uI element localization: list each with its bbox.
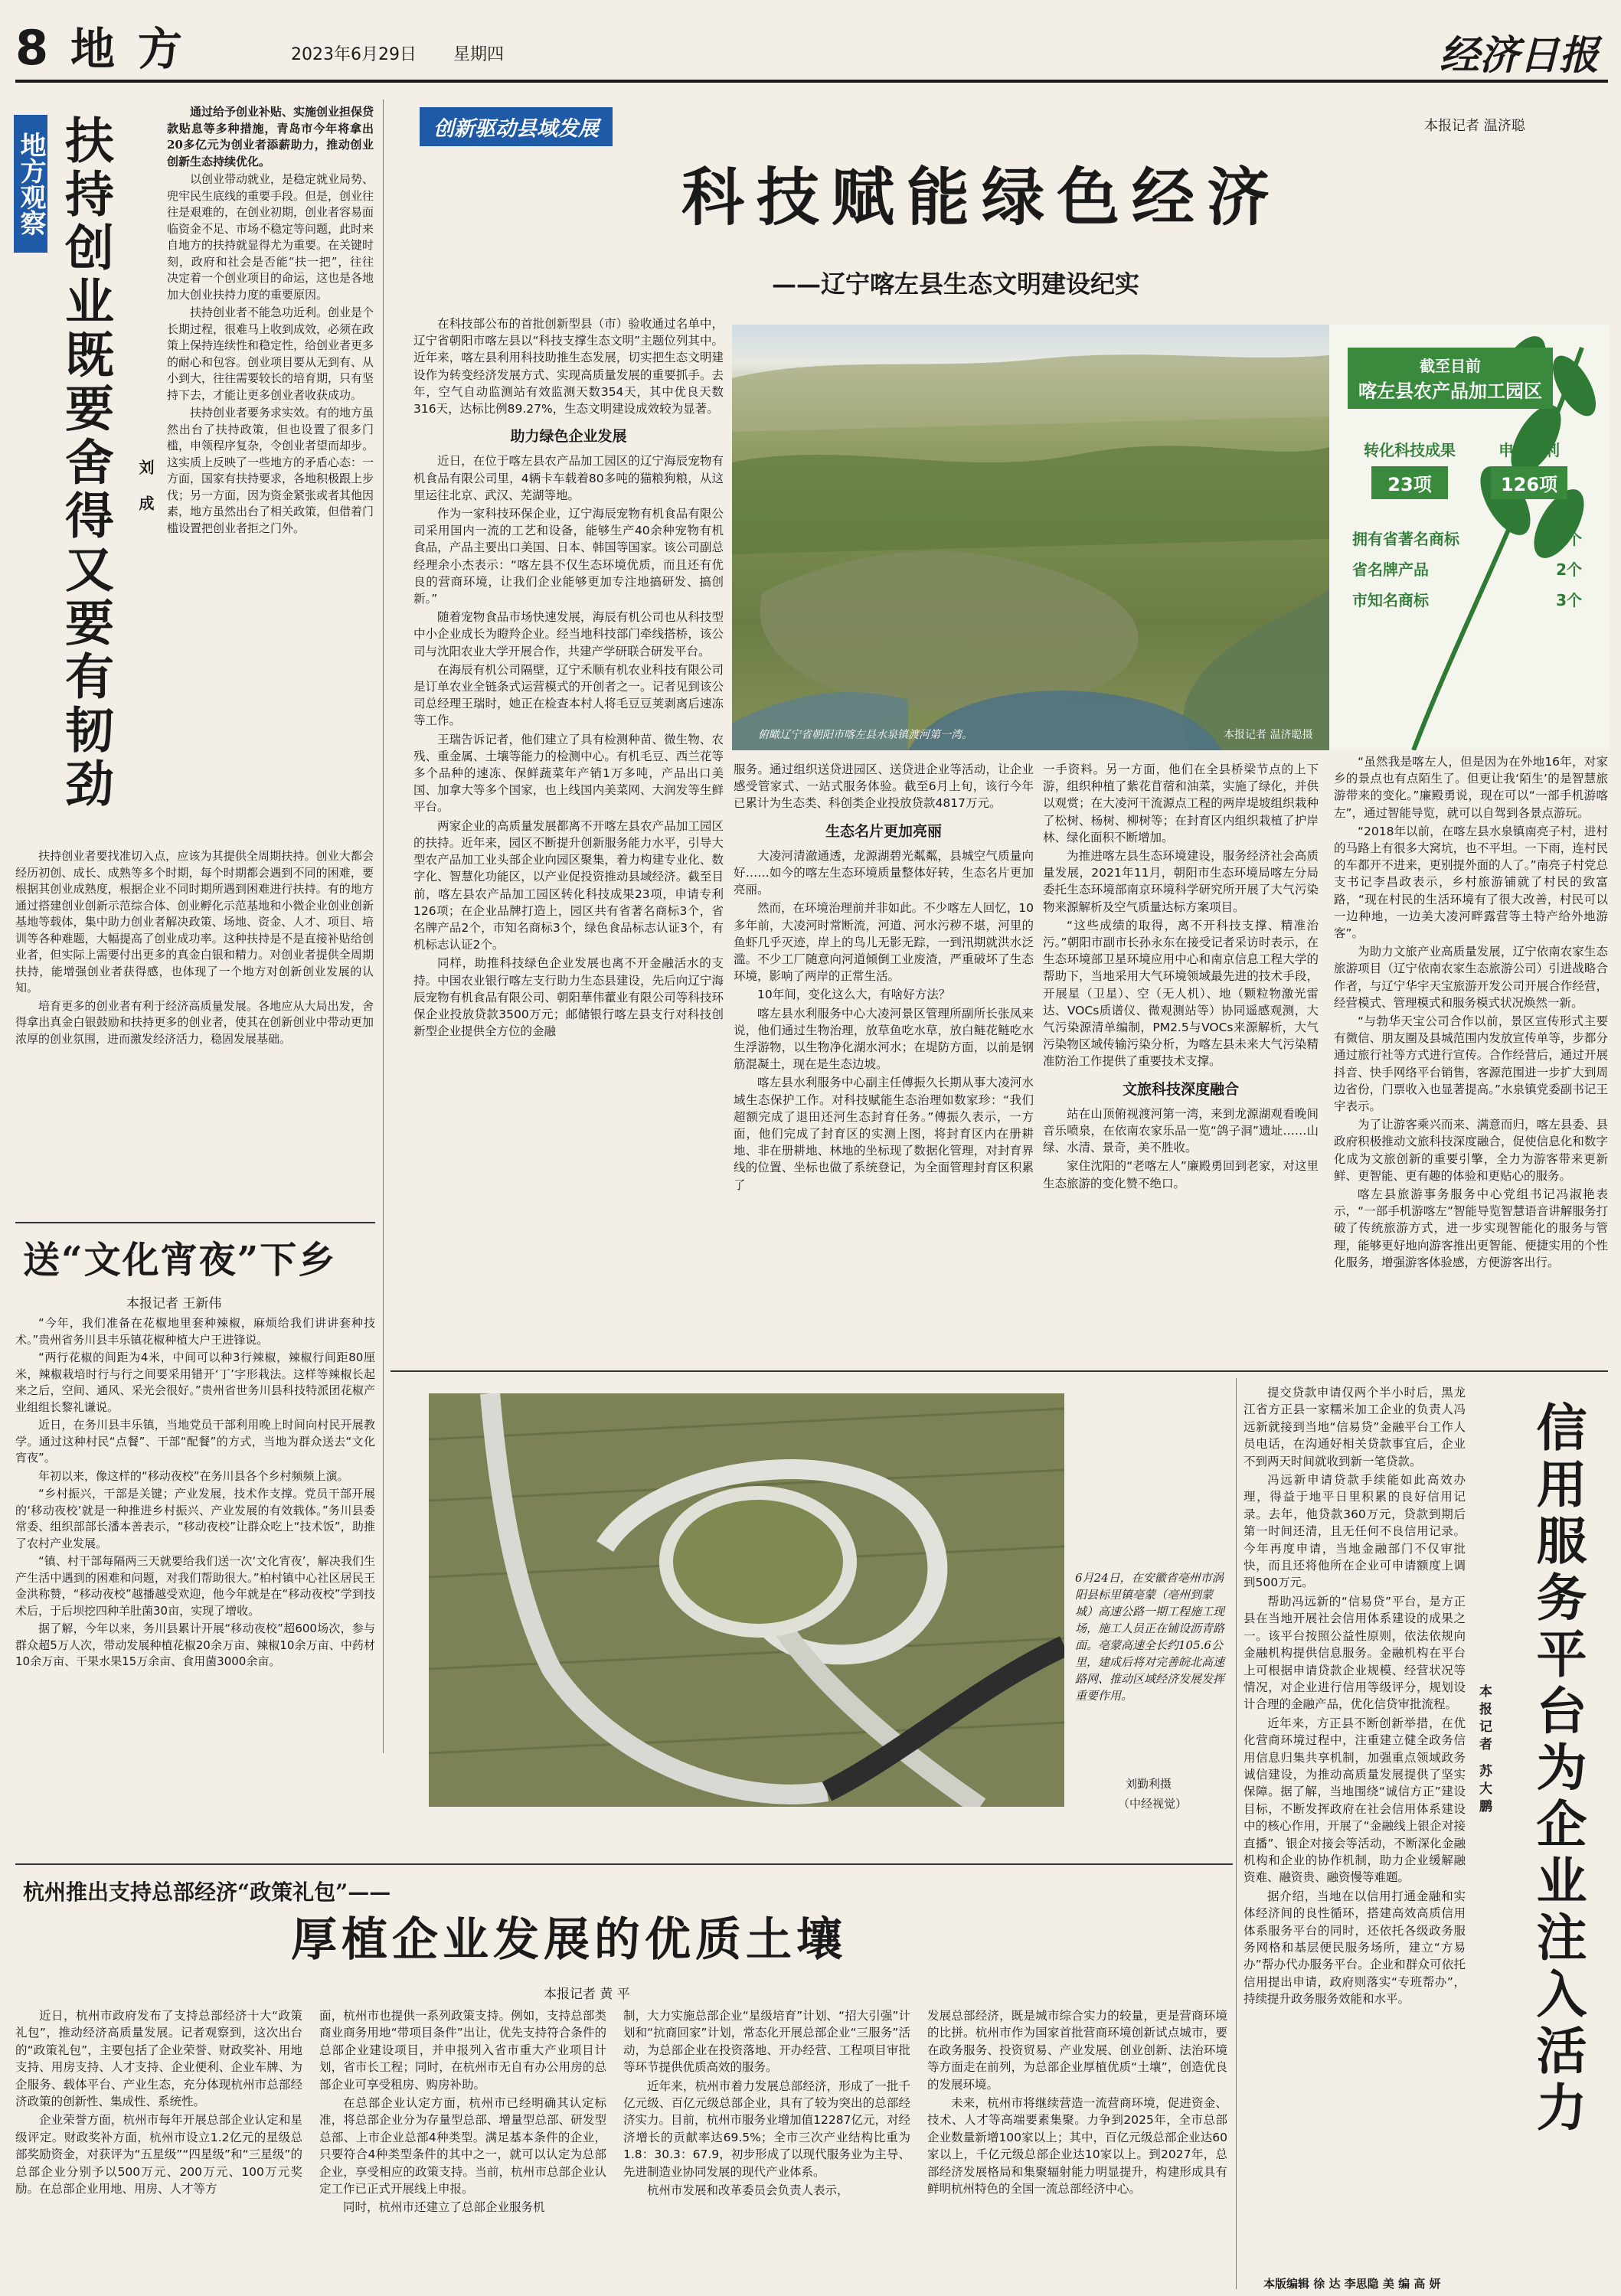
info-row-1-label: 拥有省著名商标 xyxy=(1352,530,1459,548)
divider-innovation-bottom xyxy=(391,1370,1608,1372)
hangzhou-kicker: 杭州推出支持总部经济“政策礼包”—— xyxy=(23,1880,391,1905)
info-row-2-label: 省名牌产品 xyxy=(1352,560,1429,579)
innovation-d-1: 一手资料。另一方面，他们在全县桥梁节点的上下游，组织种植了紫花苜蓿和油菜，实施了绿化，并供以观赏；在大凌河干流源点工程的两岸堤坡组织栽种了松树、杨树、柳树等；在封育区内组织栽植了护岸林、绿化面积不断增加。 xyxy=(1043,763,1319,844)
observe-author: 刘 成 xyxy=(136,459,155,518)
culture-para-2: “两行花椒的间距为4米，中间可以种3行辣椒，辣椒行间距80厘米，辣椒栽培时行与行之间要采用错开‘丁’字形栽法。这样等辣椒长起来之后，空间、通风、采光会很好。”贵州省世务川县科技特派团花椒产业组组长黎礼谦说。 xyxy=(15,1350,375,1414)
info-title-2: 喀左县农产品加工园区 xyxy=(1358,380,1542,402)
innovation-b-2: 作为一家科技环保企业，辽宁海辰宠物有机食品有限公司采用国内一流的工艺和设备，能够生产40余种宠物有机食品，产品主要出口美国、日本、韩国等国家。该公司副总经理余小杰表示：“喀左县不仅生态环境优质，而且还有优良的营商环境，让我们企业能够更加专注地搞研发、搞创新。” xyxy=(413,507,724,606)
culture-para-4: 年初以来，像这样的“移动夜校”在务川县各个乡村频频上演。 xyxy=(38,1468,349,1483)
info-row-2-value: 2个 xyxy=(1556,560,1582,579)
culture-title: 送“文化宵夜”下乡 xyxy=(23,1239,337,1282)
divider-observe-culture xyxy=(15,1222,375,1223)
culture-para-3: 近日，在务川县丰乐镇，当地党员干部利用晚上时间向村民开展教学。通过这种村民“点餐”、干部“配餐”的方式，当地为群众送去“文化宵夜”。 xyxy=(15,1418,375,1465)
innovation-c-6: 喀左县水利服务中心副主任傅振久长期从事大凌河水域生态保护工作。对科技赋能生态治理如数家珍：“我们超额完成了退田还河生态封育任务。”傅振久表示，一方面，他们完成了封育区的实测上图，将封育区内在册耕地、非在册耕地、林地的坐标现了数据化管理，对封育界线的位置、坐标也做了系统登记，为全面管理封育区积累了 xyxy=(734,1076,1034,1192)
innovation-c-2: 大凌河清澈通透，龙源湖碧光粼粼，县城空气质量向好……如今的喀左生态环境质量整体好转，生态名片更加亮丽。 xyxy=(734,848,1034,897)
credit-para-3: 帮助冯远新的“信易贷”平台，是方正县在当地开展社会信用体系建设的成果之一。该平台按照公益性原则，依法依规向金融机构提供信息服务。金融机构在平台上可根据申请贷款企业规模、经营状况等情况，对企业进行信用等级评分，规划设计合理的金融产品，优化信贷审批流程。 xyxy=(1244,1594,1466,1712)
innovation-b-7: 同样，助推科技绿色企业发展也离不开金融活水的支持。中国农业银行喀左支行助力生态县建设，先后向辽宁海辰宠物有机食品有限公司、朝阳華伟藿业有限公司等科技环保企业投放贷款3500万元；邮储银行喀左县支行对科技创新型企业提供全方位的金融 xyxy=(413,956,724,1039)
highway-photo-credit: 刘勤利摄 xyxy=(1126,1777,1172,1791)
info-row-1 xyxy=(1352,527,1582,549)
info-stat-2 xyxy=(1464,438,1594,499)
credit-para-4: 近年来，方正县不断创新举措，在优化营商环境过程中，注重建立健全政务信用信息归集共享机制，加强重点领域政务诚信建设，为推动高质量发展提供了坚实保障。据了解，当地围绕“诚信方正”建设目标，不断发挥政府在社会信用体系建设中的核心作用，开展了“金融线上银企对接直播”、银企对接会等活动，不断深化金融机构和企业的协作机制，助力企业缓解融资难、融资贵、融资慢等难题。 xyxy=(1244,1716,1466,1885)
innovation-c-1: 服务。通过组织送贷进园区、送贷进企业等活动，让企业感受管家式、一站式服务体验。截至6月上旬，该行今年已累计为生态类、科创类企业投放贷款4817万元。 xyxy=(734,763,1034,811)
credit-body xyxy=(1244,1384,1466,2280)
hangzhou-column-1 xyxy=(15,2007,302,2289)
innovation-tag: 创新驱动县域发展 xyxy=(420,107,613,146)
page-number: 8 xyxy=(15,20,49,76)
innovation-c-5: 喀左县水利服务中心大凌河景区管理所副所长张凤来说，他们通过生物治理，放草鱼吃水草，放白鲢花鲢吃水生浮游物，以生物净化湖水河水；在堤防方面，以前是钢筋混凝土，现在是生态边坡。 xyxy=(734,1006,1034,1072)
credit-para-2: 冯远新申请贷款手续能如此高效办理，得益于地平日里积累的良好信用记录。去年，他贷款360万元，贷款到期后第一时间还清，且无任何不良信用记录。今年再度申请，当地金融部门不仅审批快，而且还将他所在企业可申请额度上调到500万元。 xyxy=(1244,1473,1466,1590)
info-stat-1-value: 23项 xyxy=(1371,466,1448,499)
info-row-2 xyxy=(1352,557,1582,580)
info-stat-2-label: 申请专利 xyxy=(1498,441,1560,459)
observe-column-bottom xyxy=(15,848,374,1216)
subhead-eco-card: 生态名片更加亮丽 xyxy=(825,822,942,840)
innovation-b-3: 随着宠物食品市场快速发展，海辰有机公司也从科技型中小企业成长为瞪羚企业。经当地科技部门牵线搭桥，该公司与沈阳农业大学开展合作，共建产学研联合研发平台。 xyxy=(413,610,724,658)
innovation-column-4 xyxy=(1334,623,1608,1358)
page-editors: 本版编辑 徐 达 李思隐 美 编 高 妍 xyxy=(1263,2277,1441,2291)
hangzhou-3-3: 杭州市发展和改革委员会负责人表示， xyxy=(647,2183,849,2198)
hangzhou-4-2: 未来，杭州市将继续营造一流营商环境，促进资金、技术、人才等高端要素集聚。力争到2025年，全市总部企业数量新增100家以上；其中，百亿元级总部企业达60家以上，千亿元级总部企业达10家以上。到2027年，总部经济发展格局和集聚辐射能力明显提升，构建形成具有鲜明杭州特色的全国一流总部经济中心。 xyxy=(927,2096,1227,2196)
innovation-subhead: ——辽宁喀左县生态文明建设纪实 xyxy=(772,269,1140,299)
hangzhou-2-1: 面，杭州市也提供一系列政策支持。例如，支持总部类商业商务用地“带项目条件”出让，优先支持符合条件的总部企业建设项目，并申报列入省市重大产业项目计划，省市长工程；同时，在杭州市无自有办公用房的总部企业可享受租房、购房补助。 xyxy=(319,2009,606,2092)
innovation-b-5: 王瑞告诉记者，他们建立了具有检测种苗、微生物、农残、重金属、土壤等能力的检测中心。有机毛豆、西兰花等多个品种的速冻、保鲜蔬菜年产销1万多吨，产品出口美国、加拿大等多个国家，也上线国内美菜网、大润发等生鲜平台。 xyxy=(413,732,724,815)
credit-para-1: 提交贷款申请仅两个半小时后，黑龙江省方正县一家糯米加工企业的负责人冯远新就接到当地“信易贷”金融平台工作人员电话，在沟通好相关贷款事宜后，企业不到两天时间就收到新一笔贷款。 xyxy=(1244,1386,1466,1468)
hangzhou-2-3: 同时，杭州市还建立了总部企业服务机 xyxy=(343,2200,545,2215)
innovation-e-5: 为了让游客乘兴而来、满意而归，喀左县委、县政府积极推动文旅科技深度融合，促使信息化和数字化成为文旅创新的重要引擎，全力为游客带来更新鲜、更智能、更有趣的体验和更贴心的服务。 xyxy=(1334,1118,1608,1183)
observe-para-1: 以创业带动就业，是稳定就业局势、兜牢民生底线的重要手段。但是，创业往往是艰难的，在创业初期，创业者容易面临资金不足、市场不稳定等问题，此时来自地方的扶持就显得尤为重要。在关键时刻，政府和社会是否能“扶一把”，往往决定着一个创业项目的命运，这也是各地加大创业扶持力度的重要原因。 xyxy=(167,172,374,302)
hangzhou-3-1: 制，大力实施总部企业“星级培育”计划、“招大引强”计划和“抗商回家”计划，常态化开展总部企业“三服务”活动，为总部企业在投资落地、开办经营、工程项目审批等环节提供优质高效的服务。 xyxy=(623,2009,910,2075)
highway-photo-source: （中经视觉） xyxy=(1118,1797,1188,1811)
credit-title: 信用服务平台为企业注入活力 xyxy=(1528,1401,1587,2138)
hangzhou-1-1: 近日，杭州市政府发布了支持总部经济十大“政策礼包”，推动经济高质量发展。记者观察到，这次出台的“政策礼包”，主要包括了企业荣誉、财政奖补、用地支持、用房支持、人才支持、企业便利、企业车牌、为企服务、载体平台、产业生态，充分体现杭州市总部经济政策的创新性、集成性、系统性。 xyxy=(15,2009,302,2109)
innovation-b-1: 近日，在位于喀左县农产品加工园区的辽宁海辰宠物有机食品有限公司里，4辆卡车载着80多吨的猫粮狗粮，从这里运往北京、武汉、芜湖等地。 xyxy=(413,454,724,502)
valley-photo-art xyxy=(732,325,1329,750)
masthead-rule xyxy=(15,80,1608,83)
credit-byline: 本报记者 苏大鹏 xyxy=(1476,1684,1492,1817)
highway-photo xyxy=(429,1393,1064,1807)
innovation-column-1 xyxy=(413,315,724,1357)
culture-para-5: “乡村振兴，干部是关键；产业发展，技术作支撑。党员干部开展的‘移动夜校’就是一种推进乡村振兴、产业发展的有效载体。”务川县委常委、组织部部长潘本善表示，“移动夜校”让群众吃上“技术饭”，助推了农村产业发展。 xyxy=(15,1487,375,1550)
innovation-e-4: “与勃华天宝公司合作以前，景区宣传形式主要有微信、朋友圈及县城范围内发放宣传单等，步都分通过旅行社等方式进行宣传。合作经营后，通过开展抖音、快手网络平台销售，客源范围进一步扩大到周边省份，门票收入也显著提高。”水泉镇党委副书记王宇表示。 xyxy=(1334,1014,1608,1114)
innovation-e-3: 为助力文旅产业高质量发展，辽宁依南农家生态旅游项目（辽宁依南农家生态旅游公司）引进战略合作者，与辽宁华宇天宝旅游开发公司开展合作经营，经营模式、管理模式和服务模式状况焕然一新。 xyxy=(1334,945,1608,1010)
observe-para-2: 扶持创业者不能急功近利。创业是个长期过程，很难马上收到成效，必须在政策上保持连续性和稳定性，给创业者更多的耐心和包容。创业项目要从无到有、从小到大，往往需要较长的培育期，只有坚持下去，才能让更多创业者收获成功。 xyxy=(167,305,374,402)
info-title-box xyxy=(1348,348,1553,409)
innovation-b-6: 两家企业的高质量发展都离不开喀左县农产品加工园区的扶持。近年来，园区不断提升创新服务能力水平，引导大型农产品加工业头部企业向园区聚集，着力构建专业化、数字化、智慧化功能区，以产业促投资推动县域经济。截至目前，喀左县农产品加工园区转化科技成果23项，申请专利126项；在企业品牌打造上，园区共有省著名商标3个，省名牌产品2个，市知名商标3个，绿色食品标志认证3个，有机标志认证2个。 xyxy=(413,818,724,952)
innovation-column-2 xyxy=(734,761,1034,1358)
newspaper-logo: 经济日报 xyxy=(1440,32,1600,79)
observe-title: 扶持创业既要舍得又要有韧劲 xyxy=(57,115,114,812)
innovation-headline: 科技赋能绿色经济 xyxy=(681,161,1283,234)
hangzhou-column-4 xyxy=(927,2007,1227,2289)
innovation-column-3 xyxy=(1043,761,1319,1358)
innovation-e-2: “2018年以前，在喀左县水泉镇南亮子村，进村的马路上有很多大窝坑，也不平坦。一下雨，连村民的车都开不进来，更别提外面的人了。”南亮子村党总支书记李昌政表示，乡村旅游铺就了村民的致富路，“现在村民的生活环境有了很大改善，村民可以一边种地，一边美大凌河畔露营等土特产给外地游客”。 xyxy=(1334,824,1608,941)
culture-para-6: “镇、村干部每隔两三天就要给我们送一次‘文化宵夜’，解决我们生产生活中遇到的困难和问题，对我们帮助很大。”柏村镇中心社区居民王金洪称赞，“移动夜校”越播越受欢迎，他今年就是在“移动夜校”学到技术后，于后坝挖四种羊肚菌30亩，实现了增收。 xyxy=(15,1554,375,1618)
valley-photo-credit: 本报记者 温济聪摄 xyxy=(1224,729,1313,741)
observe-column-top xyxy=(167,104,374,839)
info-stat-1 xyxy=(1345,438,1475,499)
subhead-culture-tourism: 文旅科技深度融合 xyxy=(1122,1080,1239,1098)
innovation-e-1: “虽然我是喀左人，但是因为在外地16年，对家乡的景点也有点陌生了。但更让我‘陌生’的是智慧旅游带来的变化。”廉殿勇说，现在可以“一部手机游喀左”，通过智能导览，就可以自驾到各景点游玩。 xyxy=(1334,755,1608,820)
culture-para-1: “今年，我们准备在花椒地里套种辣椒，麻烦给我们讲讲套种技术。”贵州省务川县丰乐镇花椒种植大户王进锋说。 xyxy=(15,1316,375,1347)
info-row-3 xyxy=(1352,588,1582,610)
info-row-1-value: 3个 xyxy=(1556,530,1582,548)
hangzhou-column-2 xyxy=(319,2007,606,2289)
divider-credit-column xyxy=(1236,1378,1237,2289)
highway-photo-caption: 6月24日，在安徽省亳州市涡阳县标里镇亳蒙（亳州到蒙城）高速公路一期工程施工现场，施工人员正在铺设沥青路面。亳蒙高速全长约105.6公里，建成后将对完善皖北高速路网、推动区域经济发展发挥重要作用。 xyxy=(1075,1571,1225,1703)
hangzhou-3-2: 近年来，杭州市着力发展总部经济，形成了一批千亿元级、百亿元级总部企业，具有了较为突出的总部经济实力。目前，杭州市服务业增加值12287亿元，对经济增长的贡献率达69.5%；全市三次产业结构比重为1.8：30.3：67.9，初步形成了以现代服务业为主导、先进制造业协同发展的现代产业体系。 xyxy=(623,2079,910,2179)
observe-para-3: 扶持创业者要务求实效。有的地方虽然出台了扶持政策，但也设置了很多门槛，申领程序复杂，令创业者望而却步。这实质上反映了一些地方的矛盾心态：一方面，国家有扶持要求，各地积极跟上步伐；另一方面，因为资金紧张或者其他因素，地方虽然出台了相关政策，但借着门槛设置把创业者拒之门外。 xyxy=(167,406,374,535)
observe-lead: 通过给予创业补贴、实施创业担保贷款贴息等多种措施，青岛市今年将拿出20多亿元为创业者添薪助力，推动创业创新生态持续优化。 xyxy=(167,105,374,168)
culture-body xyxy=(15,1315,375,1744)
hangzhou-column-3 xyxy=(623,2007,910,2289)
info-row-3-value: 3个 xyxy=(1556,591,1582,609)
valley-photo xyxy=(732,325,1329,750)
valley-photo-caption: 俯瞰辽宁省朝阳市喀左县水泉镇渡河第一湾。 xyxy=(758,729,972,741)
highway-photo-art xyxy=(429,1393,1064,1807)
hangzhou-1-2: 企业荣誉方面，杭州市每年开展总部企业认定和星级评定。财政奖补方面，杭州市设立1.2亿元的星级总部奖励资金，对获评为“五星级”“四星级”和“三星级”的总部企业分别予以500万元、200万元、100万元奖励。在总部企业用地、用房、人才等方 xyxy=(15,2113,302,2196)
hangzhou-headline: 厚植企业发展的优质土壤 xyxy=(291,1913,847,1967)
innovation-d-2: 为推进喀左县生态环境建设，服务经济社会高质量发展，2021年11月，朝阳市生态环境局喀左分局委托生态环境部南京环境科学研究所开展了大气污染物来源解析及空气质量达标方案项目。 xyxy=(1043,849,1319,914)
info-stat-1-label: 转化科技成果 xyxy=(1364,441,1456,459)
innovation-e-6: 喀左县旅游事务服务中心党组书记冯淑艳表示，“一部手机游喀左”智能导览智慧语音讲解服务打破了传统旅游方式，进一步实现智能化的服务与管理，能够更好地向游客推出更智能、便捷实用的个性化服务，增强游客体验感，方便游客出行。 xyxy=(1334,1187,1608,1269)
divider-left-column xyxy=(383,100,384,1753)
observe-para-4: 扶持创业者要找准切入点，应该为其提供全周期扶持。创业大都会经历初创、成长、成熟等多个时期，每个时期都会遇到不同的困难，要根据其创业成熟度，根据企业不同时期所遇到困难进行扶持。有的地方通过搭建创业创新示范综合体、创业孵化示范基地和小微企业创业创新基地等载体，集中助力创业者解决政策、场地、资金、人才、项目、培训等各种难题，大幅提高了创业成功率。这种扶持是不是直接补贴给创业者，但实际上需要付出更多的真金白银和精力。对创业者提供全周期扶持，能增强创业者获得感，也体现了一个地方对创新创业发展的认知。 xyxy=(15,849,374,994)
issue-weekday: 星期四 xyxy=(453,45,505,64)
credit-para-5: 据介绍，当地在以信用打通金融和实体经济间的良性循环，搭建高效高质信用体系服务平台的同时，还依托各级政务服务网格和基层便民服务场所，建立“方易办”帮办代办服务平台。企业和群众可依托信用提出申请，政府则落实“专班帮办”，持续提升政务服务效能和水平。 xyxy=(1244,1889,1466,2007)
observe-para-5: 培育更多的创业者有利于经济高质量发展。各地应从大局出发，舍得拿出真金白银鼓励和扶持更多的创业者，使其在创新创业中带动更加浓厚的创业氛围，进而激发经济活力，稳固发展基础。 xyxy=(15,998,374,1046)
infographic-spacer xyxy=(1334,623,1608,753)
hangzhou-4-1: 发展总部经济，既是城市综合实力的较量，更是营商环境的比拼。杭州市作为国家首批营商环境创新试点城市，要在政务服务、投资贸易、产业发展、创业创新、法治环境等方面走在前列，为总部企业厚植优质“土壤”，创造优良的发展环境。 xyxy=(927,2009,1227,2092)
innovation-d-4: 站在山顶俯视渡河第一湾，来到龙源湖观看晚间音乐喷泉，在依南农家乐品一览“鸽子洞”遗址……山绿、水清、景奇，美不胜收。 xyxy=(1043,1106,1319,1155)
observe-tag: 地方观察 xyxy=(14,115,47,253)
innovation-b-4: 在海辰有机公司隔壁，辽宁禾顺有机农业科技有限公司是订单农业全链条式运营模式的开创者之一。记者见到该公司总经理王瑞时，她正在检查本村人将毛豆豆荚剥离后速冻等工作。 xyxy=(413,662,724,728)
subhead-green-enterprise: 助力绿色企业发展 xyxy=(510,428,627,446)
innovation-byline: 本报记者 温济聪 xyxy=(1424,118,1525,134)
info-row-3-label: 市知名商标 xyxy=(1352,591,1429,609)
divider-hangzhou-top xyxy=(15,1863,1233,1865)
hangzhou-2-2: 在总部企业认定方面，杭州市已经明确其认定标准，将总部企业分为存量型总部、增量型总部、研发型总部、上市企业总部4种类型。满足基本条件的企业，只要符合4种类型条件的其中之一，就可以认定为总部企业，享受相应的政策支持。当前，杭州市总部企业认定工作已正式开展线上申报。 xyxy=(319,2096,606,2196)
innovation-c-4: 10年间，变化这么大，有啥好方法？ xyxy=(757,988,951,1002)
innovation-intro: 在科技部公布的首批创新型县（市）验收通过名单中，辽宁省朝阳市喀左县以“科技支撑生态文明”主题位列其中。近年来，喀左县利用科技助推生态发展，切实把生态文明建设作为转变经济发展方式、实现高质量发展的重要抓手。去年，空气自动监测站有效监测天数354天，其中优良天数316天，达标比例89.27%，生态文明建设成效较为显著。 xyxy=(413,317,724,416)
issue-date: 2023年6月29日 xyxy=(291,45,417,64)
info-stat-2-value: 126项 xyxy=(1491,466,1567,499)
innovation-c-3: 然而，在环境治理前并非如此。不少喀左人回忆，10多年前，大凌河时常断流，河道、河水污秽不堪，河里的鱼虾几乎灭迹，岸上的鸟儿无影无踪，一到汛期就洪水泛滥。不少工厂随意向河道倾倒工业废渣，严重破坏了生态环境，影响了两岸的正常生活。 xyxy=(734,901,1034,984)
innovation-d-5: 家住沈阳的“老喀左人”廉殿勇回到老家，对这里生态旅游的变化赞不绝口。 xyxy=(1043,1159,1319,1190)
section-name: 地方 xyxy=(70,23,206,75)
innovation-d-3: “这些成绩的取得，离不开科技支撑、精准治污。”朝阳市副市长孙永东在接受记者采访时表示，在生态环境部卫星环境应用中心和南京信息工程大学的帮助下，当地采用大气环境领域最先进的技术手段，开展星（卫星）、空（无人机）、地（颗粒物激光雷达、VOCs质谱仪、微观测站等）协同遥感观测，大气污染源清单编制，PM2.5与VOCs来源解析，大气污染物区域传输污染分析，为喀左县未来大气污染精准防治工作提供了重要技术支撑。 xyxy=(1043,918,1319,1069)
hangzhou-byline: 本报记者 黄 平 xyxy=(544,1987,630,2002)
culture-para-7: 据了解，今年以来，务川县累计开展“移动夜校”超600场次，参与群众超5万人次，带动发展种植花椒20余万亩、辣椒10余万亩、中药材10余万亩、干果水果15万余亩、食用菌3000余亩。 xyxy=(15,1622,375,1668)
culture-byline: 本报记者 王新伟 xyxy=(126,1296,222,1311)
info-title-1: 截至目前 xyxy=(1420,357,1481,375)
